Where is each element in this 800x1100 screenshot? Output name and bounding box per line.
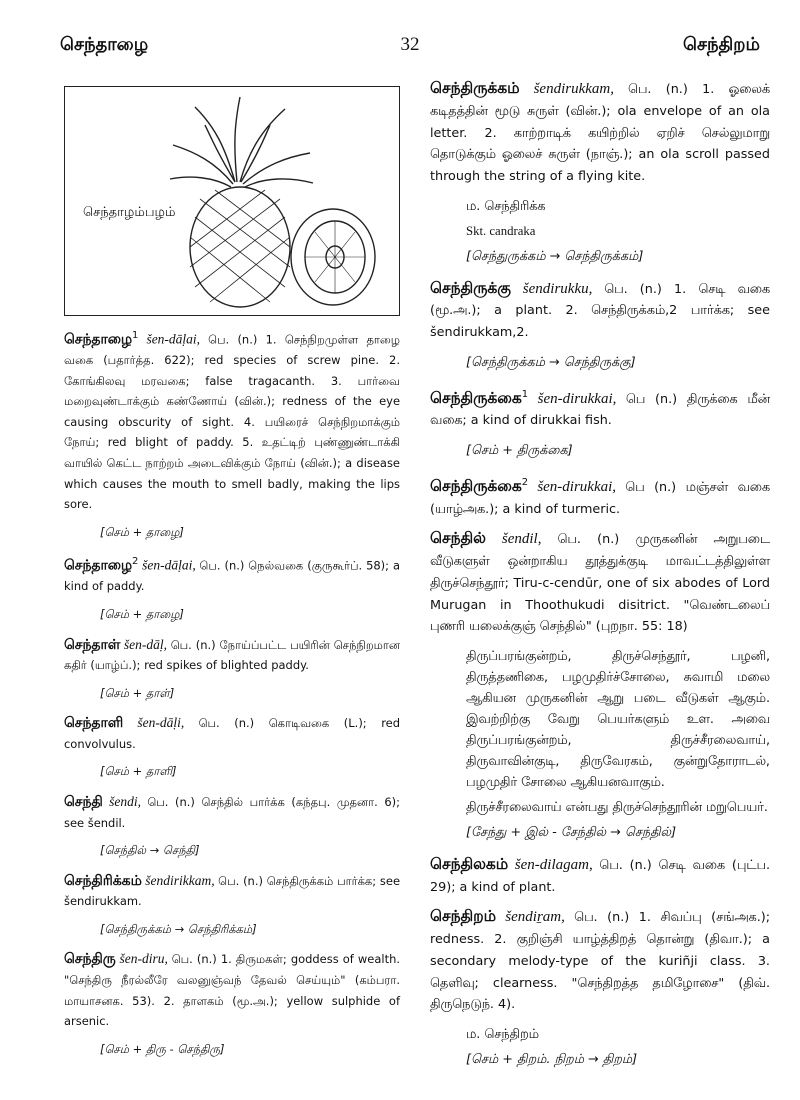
dictionary-entry — [430, 472, 770, 521]
entry-headword: செந்தில் — [430, 529, 486, 548]
entry-definition: பெ. (n.) கொடிவகை (L.); red convolvulus. — [64, 716, 401, 751]
entry-cognate: Skt. candraka — [466, 223, 536, 238]
entry-superscript: 1 — [132, 330, 139, 341]
entry-definition: பெ (n.) மஞ்சள் வகை (யாழ்அக.); a kind of turmeric. — [430, 479, 770, 517]
entry-headword: செந்திரு — [64, 951, 116, 968]
entry-transliteration: šen-diru, — [119, 951, 168, 967]
entry-etymology: [செம் + திறம். நிறம் → திறம்] — [466, 1052, 638, 1067]
page-header — [60, 34, 760, 64]
entry-headword: செந்திருக்கை — [430, 476, 522, 495]
entry-headword: செந்தி — [64, 793, 103, 810]
entry-transliteration: šen-dāḷ, — [123, 636, 168, 652]
entry-note: திருச்சீரலைவாய் என்பது திருச்செந்தூரின் மறுபெயர். — [466, 800, 768, 815]
entry-etymology: [செந்திருக்கம் → செந்திரிக்கம்] — [100, 921, 257, 936]
entry-superscript: 2 — [521, 476, 529, 488]
entry-headword: செந்திறம் — [430, 907, 497, 926]
entry-headword: செந்தாழை — [64, 331, 133, 348]
entry-transliteration: šen-dāḷi, — [137, 715, 185, 731]
entry-etymology: [செம் + தாளி] — [100, 764, 177, 779]
entry-etymology: [சேந்து + இல் - சேந்தில் → செந்தில்] — [466, 825, 677, 840]
entry-definition: பெ. (n.) செடி வகை (புட்ப. 29); a kind of plant. — [430, 857, 770, 895]
right-column — [430, 78, 770, 1081]
dictionary-entry — [430, 78, 770, 188]
entry-headword: செந்தாள் — [64, 636, 121, 653]
dictionary-entry — [64, 635, 400, 676]
entry-headword: செந்திருக்கம் — [430, 79, 520, 97]
entry-transliteration: šendi, — [109, 793, 141, 809]
left-column — [64, 78, 400, 1069]
dictionary-entry — [64, 326, 400, 515]
entry-transliteration: šendirikkam, — [145, 872, 215, 888]
dictionary-entry — [430, 278, 770, 344]
dictionary-entry — [64, 713, 400, 754]
dictionary-entry — [64, 871, 400, 912]
entry-transliteration: šen-dāḷai, — [142, 557, 196, 573]
entry-transliteration: šendil, — [501, 531, 542, 548]
pineapple-illustration — [64, 86, 400, 316]
entry-transliteration: šendiṟam, — [505, 909, 565, 926]
entry-etymology: [செம் + திரு - செந்திரு] — [100, 1041, 225, 1056]
entry-definition: பெ. (n.) 1. செடி வகை (மூ.அ.); a plant. 2. செந்திருக்கம்,2 பார்க்க; see šendirukkam,2. — [430, 281, 771, 340]
entry-etymology: [செம் + தாள்] — [100, 685, 175, 700]
entry-definition: பெ. (n.) நோய்ப்பட்ட பயிரின் செந்நிறமான கதிர் (யாழ்ப்.); red spikes of blighted paddy. — [64, 637, 400, 673]
entry-headword: செந்தாழை — [64, 557, 133, 574]
entry-headword: செந்தாளி — [64, 715, 124, 732]
entry-definition: பெ. (n.) முருகனின் அறுபடை வீடுகளுள் ஒன்றாகிய தூத்துக்குடி மாவட்டத்திலுள்ள திருச்செந்தூர்; Tiru-c-cendūr, one of six abodes of Lord Murugan in Thoothukudi disitrict. "வெண்டலைப் புணரி யலைக்குஞ் செந்தில்" (புறநா. 55: 18) — [430, 532, 771, 635]
left-entries-list — [64, 326, 400, 1059]
dictionary-entry — [430, 384, 770, 433]
right-entries-list — [430, 78, 770, 1071]
entry-definition: பெ. (n.) 1. செந்நிறமுள்ள தாழை வகை (பதார்த்த. 622); red species of screw pine. 2. கோங்கிலவு மரவகை; false tragacanth. 3. பார்வை மறைவுண்டாக்கும் கண்ணோய் (வின்.); redness of the eye causing obscurity of sight. 4. பயிரைச் செந்நிறமாக்கும் நோய்; red blight of paddy. 5. உதட்டிற் புண்ணுண்டாக்கி வாயில் கெட்ட நாற்றம் அடைவிக்கும் நோய் (வின்.); a disease which causes the mouth to smell badly, making the lips sore. — [64, 332, 401, 512]
pineapple-drawing — [65, 87, 399, 315]
running-head-right: செந்திறம் — [682, 34, 760, 55]
dictionary-entry — [430, 906, 770, 1016]
page-number: 32 — [400, 34, 420, 55]
dictionary-entry — [430, 854, 770, 899]
running-head-left: செந்தாழை — [60, 34, 149, 55]
entry-etymology: [செந்திருக்கம் → செந்திருக்கு] — [466, 354, 636, 370]
entry-definition: பெ. (n.) செந்திருக்கம் பார்க்க; see šendirukkam. — [64, 873, 401, 909]
entry-etymology: [செந்துருக்கம் → செந்திருக்கம்] — [466, 248, 644, 264]
entry-transliteration: šen-dirukkai, — [537, 478, 617, 495]
dictionary-entry — [430, 528, 770, 638]
dictionary-entry — [64, 792, 400, 833]
entry-superscript: 2 — [132, 556, 139, 568]
entry-superscript: 1 — [521, 388, 529, 400]
entry-transliteration: šen-dirukkai, — [537, 390, 617, 407]
entry-transliteration: šen-dāḷai, — [146, 331, 201, 347]
entry-definition: பெ. (n.) நெல்வகை (குருகூர்ப். 58); a kind of paddy. — [64, 558, 401, 594]
entry-note: ம. செந்திரிக்க — [466, 198, 546, 214]
entry-headword: செந்திலகம் — [430, 854, 509, 873]
entry-etymology: [செந்தில் → செந்தி] — [100, 843, 200, 858]
entry-etymology: [செம் + திருக்கை] — [466, 443, 573, 458]
entry-note: ம. செந்திறம் — [466, 1027, 539, 1042]
dictionary-entry — [64, 552, 400, 597]
dictionary-entry — [64, 949, 400, 1031]
entry-definition: பெ. (n.) 1. சிவப்பு (சங்அக.); redness. 2. குறிஞ்சி யாழ்த்திறத் தொன்று (திவா.); a secondary melody-type of the kuriñji class. 3. தெளிவு; clearness. "செந்திறத்த தமிழோசை" (திவ். திருநெடுந். 4). — [430, 910, 771, 1013]
entry-note: திருப்பரங்குன்றம், திருச்செந்தூர், பழனி, திருத்தணிகை, பழமுதிர்ச்சோலை, சுவாமி மலை ஆகியன முருகனின் ஆறு படை வீடுகள் ஆகும். இவற்றிற்கு வேறு பெயர்களும் உள. அவை திருப்பரங்குன்றம், திருச்சீரலைவாய், திருவாவின்குடி, திருவேரகம், குன்றுதோராடல், பழமுதிர் சோலை ஆகியனவாகும். — [466, 649, 770, 790]
entry-headword: செந்திருக்கு — [430, 278, 511, 297]
entry-definition: பெ. (n.) 1. திருமகள்; goddess of wealth. "செந்திரு நீரல்லீரே வலனுஞ்வந் தேவல் செய்யும்" (கம்பரா. மாயாசனக. 53). 2. தாளகம் (மூ.அ.); yellow sulphide of arsenic. — [64, 952, 400, 1029]
entry-etymology: [செம் + தாழை] — [100, 606, 184, 621]
entry-transliteration: šendirukkam, — [533, 81, 614, 97]
figure-caption: செந்தாழம்பழம் — [83, 203, 175, 223]
entry-transliteration: šen-dilagam, — [514, 856, 593, 873]
entry-headword: செந்திரிக்கம் — [64, 872, 142, 889]
entry-transliteration: šendirukku, — [522, 280, 593, 297]
entry-definition: பெ (n.) திருக்கை மீன் வகை; a kind of dirukkai fish. — [430, 391, 771, 429]
entry-definition: பெ. (n.) 1. ஓலைக் கடிதத்தின் மூடு சுருள் (வின்.); ola envelope of an ola letter. 2. காற்றாடிக் கயிற்றில் ஏறிச் செல்லுமாறு தொடுக்கும் ஓலைச் சுருள் (நாஞ்.); an ola scroll passed through the string of a flying kite. — [430, 82, 771, 184]
entry-definition: பெ. (n.) செந்தில் பார்க்க (கந்தபு. முதனா. 6); see šendil. — [64, 794, 401, 830]
entry-headword: செந்திருக்கை — [430, 388, 522, 407]
entry-etymology: [செம் + தாழை] — [100, 524, 184, 539]
